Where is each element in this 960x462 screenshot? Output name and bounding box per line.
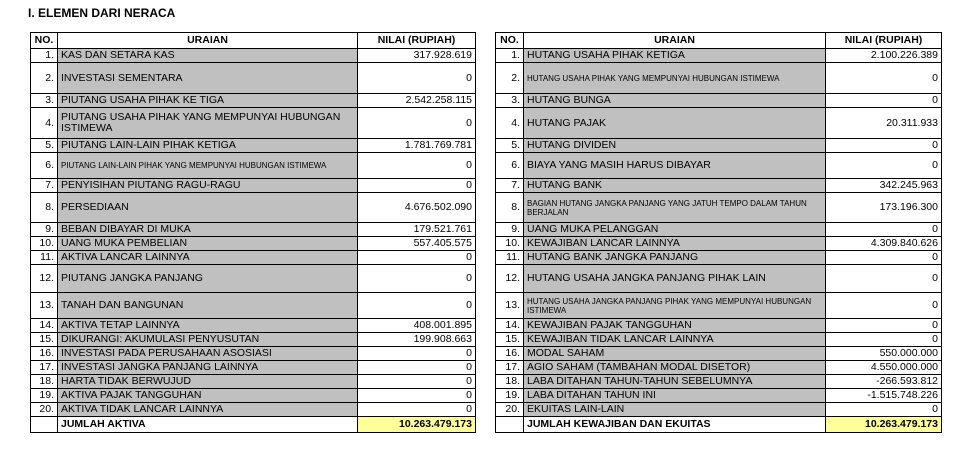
row-value: 317.928.619 — [358, 49, 476, 63]
header-no: NO. — [496, 33, 524, 49]
table-row — [496, 333, 942, 347]
header-no: NO. — [31, 33, 58, 49]
table-row — [496, 108, 942, 139]
total-value: 10.263.479.173 — [358, 417, 476, 433]
row-no: 6. — [31, 153, 58, 179]
row-no: 18. — [31, 375, 58, 389]
row-no: 13. — [31, 293, 58, 319]
row-value: 0 — [358, 389, 476, 403]
row-label: PIUTANG LAIN-LAIN PIHAK YANG MEMPUNYAI HUBUNGAN ISTIMEWA — [58, 153, 358, 179]
row-value: 0 — [358, 403, 476, 417]
table-row — [496, 361, 942, 375]
row-label: INVESTASI SEMENTARA — [58, 63, 358, 94]
row-no: 2. — [31, 63, 58, 94]
row-value: 0 — [826, 265, 942, 293]
row-value: 0 — [826, 403, 942, 417]
table-row — [496, 153, 942, 179]
table-row — [496, 223, 942, 237]
table-row — [31, 139, 476, 153]
total-no-cell — [31, 417, 58, 433]
row-label: UANG MUKA PELANGGAN — [524, 223, 826, 237]
row-label: AKTIVA PAJAK TANGGUHAN — [58, 389, 358, 403]
row-no: 8. — [496, 193, 524, 223]
row-no: 12. — [31, 265, 58, 293]
row-value: 4.550.000.000 — [826, 361, 942, 375]
row-no: 15. — [496, 333, 524, 347]
row-label: HARTA TIDAK BERWUJUD — [58, 375, 358, 389]
table-row — [31, 237, 476, 251]
row-value: 0 — [826, 293, 942, 319]
row-value: 557.405.575 — [358, 237, 476, 251]
row-label: BAGIAN HUTANG JANGKA PANJANG YANG JATUH TEMPO DALAM TAHUN BERJALAN — [524, 193, 826, 223]
row-label: HUTANG USAHA PIHAK KETIGA — [524, 49, 826, 63]
row-label: HUTANG PAJAK — [524, 108, 826, 139]
row-no: 3. — [496, 94, 524, 108]
table-row — [31, 223, 476, 237]
row-no: 20. — [31, 403, 58, 417]
total-label: JUMLAH AKTIVA — [58, 417, 358, 433]
table-row — [31, 361, 476, 375]
table-row — [496, 251, 942, 265]
row-label: BEBAN DIBAYAR DI MUKA — [58, 223, 358, 237]
liabilities-header-row — [496, 33, 942, 49]
row-value: 408.001.895 — [358, 319, 476, 333]
row-no: 9. — [496, 223, 524, 237]
row-value: 342.245.963 — [826, 179, 942, 193]
header-uraian: URAIAN — [524, 33, 826, 49]
row-no: 7. — [496, 179, 524, 193]
row-no: 13. — [496, 293, 524, 319]
table-row — [31, 319, 476, 333]
liabilities-table — [495, 32, 942, 433]
table-row — [31, 49, 476, 63]
row-value: 2.542.258.115 — [358, 94, 476, 108]
row-value: -1.515.748.226 — [826, 389, 942, 403]
row-no: 10. — [31, 237, 58, 251]
section-title: I. ELEMEN DARI NERACA — [28, 6, 176, 20]
table-row — [496, 265, 942, 293]
row-label: MODAL SAHAM — [524, 347, 826, 361]
table-row — [31, 94, 476, 108]
row-no: 20. — [496, 403, 524, 417]
table-row — [31, 193, 476, 223]
table-row — [496, 347, 942, 361]
table-row — [496, 193, 942, 223]
header-uraian: URAIAN — [58, 33, 358, 49]
row-label: PIUTANG USAHA PIHAK KE TIGA — [58, 94, 358, 108]
row-no: 11. — [496, 251, 524, 265]
row-no: 16. — [31, 347, 58, 361]
table-row — [31, 265, 476, 293]
row-label: PENYISIHAN PIUTANG RAGU-RAGU — [58, 179, 358, 193]
header-nilai: NILAI (RUPIAH) — [826, 33, 942, 49]
row-label: INVESTASI JANGKA PANJANG LAINNYA — [58, 361, 358, 375]
total-value: 10.263.479.173 — [826, 417, 942, 433]
table-row — [31, 375, 476, 389]
row-no: 4. — [31, 108, 58, 139]
table-row — [31, 153, 476, 179]
row-label: TANAH DAN BANGUNAN — [58, 293, 358, 319]
row-value: 0 — [826, 153, 942, 179]
table-row — [31, 251, 476, 265]
liabilities-body — [496, 49, 942, 433]
row-value: 0 — [358, 375, 476, 389]
row-label: AKTIVA LANCAR LAINNYA — [58, 251, 358, 265]
row-label: INVESTASI PADA PERUSAHAAN ASOSIASI — [58, 347, 358, 361]
header-nilai: NILAI (RUPIAH) — [358, 33, 476, 49]
row-value: 0 — [358, 265, 476, 293]
table-row — [31, 333, 476, 347]
row-no: 15. — [31, 333, 58, 347]
table-row — [496, 139, 942, 153]
row-value: 20.311.933 — [826, 108, 942, 139]
row-value: 4.676.502.090 — [358, 193, 476, 223]
row-no: 12. — [496, 265, 524, 293]
row-label: AKTIVA TETAP LAINNYA — [58, 319, 358, 333]
row-label: EKUITAS LAIN-LAIN — [524, 403, 826, 417]
row-value: 0 — [826, 251, 942, 265]
table-row — [31, 293, 476, 319]
row-no: 14. — [31, 319, 58, 333]
row-label: KEWAJIBAN TIDAK LANCAR LAINNYA — [524, 333, 826, 347]
row-value: 0 — [826, 139, 942, 153]
row-value: 173.196.300 — [826, 193, 942, 223]
row-no: 14. — [496, 319, 524, 333]
row-label: KAS DAN SETARA KAS — [58, 49, 358, 63]
table-row — [31, 179, 476, 193]
table-row — [496, 375, 942, 389]
row-no: 19. — [31, 389, 58, 403]
row-no: 5. — [496, 139, 524, 153]
row-value: 0 — [358, 361, 476, 375]
row-no: 6. — [496, 153, 524, 179]
table-row — [31, 389, 476, 403]
row-value: -266.593.812 — [826, 375, 942, 389]
table-row — [496, 237, 942, 251]
row-label: HUTANG BUNGA — [524, 94, 826, 108]
row-value: 0 — [358, 179, 476, 193]
table-row — [496, 389, 942, 403]
row-label: HUTANG USAHA JANGKA PANJANG PIHAK LAIN — [524, 265, 826, 293]
total-no-cell — [496, 417, 524, 433]
row-label: PIUTANG USAHA PIHAK YANG MEMPUNYAI HUBUNGAN ISTIMEWA — [58, 108, 358, 139]
row-label: HUTANG USAHA PIHAK YANG MEMPUNYAI HUBUNGAN ISTIMEWA — [524, 63, 826, 94]
row-label: PERSEDIAAN — [58, 193, 358, 223]
row-label: AGIO SAHAM (TAMBAHAN MODAL DISETOR) — [524, 361, 826, 375]
table-row — [496, 403, 942, 417]
table-row — [496, 94, 942, 108]
row-label: KEWAJIBAN LANCAR LAINNYA — [524, 237, 826, 251]
row-label: LABA DITAHAN TAHUN-TAHUN SEBELUMNYA — [524, 375, 826, 389]
row-label: LABA DITAHAN TAHUN INI — [524, 389, 826, 403]
row-no: 19. — [496, 389, 524, 403]
table-row — [31, 403, 476, 417]
row-no: 16. — [496, 347, 524, 361]
row-no: 17. — [31, 361, 58, 375]
row-value: 0 — [826, 223, 942, 237]
row-label: UANG MUKA PEMBELIAN — [58, 237, 358, 251]
row-no: 9. — [31, 223, 58, 237]
liabilities-total-row — [496, 417, 942, 433]
row-no: 1. — [496, 49, 524, 63]
total-label: JUMLAH KEWAJIBAN DAN EKUITAS — [524, 417, 826, 433]
row-label: HUTANG DIVIDEN — [524, 139, 826, 153]
row-value: 0 — [826, 94, 942, 108]
table-row — [31, 347, 476, 361]
row-no: 1. — [31, 49, 58, 63]
row-no: 18. — [496, 375, 524, 389]
row-no: 7. — [31, 179, 58, 193]
row-value: 2.100.226.389 — [826, 49, 942, 63]
table-row — [496, 319, 942, 333]
table-row — [496, 293, 942, 319]
table-row — [496, 49, 942, 63]
assets-body — [31, 49, 476, 433]
row-label: KEWAJIBAN PAJAK TANGGUHAN — [524, 319, 826, 333]
row-label: HUTANG BANK JANGKA PANJANG — [524, 251, 826, 265]
row-label: PIUTANG JANGKA PANJANG — [58, 265, 358, 293]
row-no: 17. — [496, 361, 524, 375]
table-row — [31, 108, 476, 139]
row-value: 199.908.663 — [358, 333, 476, 347]
row-value: 0 — [826, 63, 942, 94]
row-no: 10. — [496, 237, 524, 251]
row-value: 179.521.761 — [358, 223, 476, 237]
row-value: 0 — [826, 319, 942, 333]
assets-header-row — [31, 33, 476, 49]
row-value: 0 — [358, 293, 476, 319]
row-label: PIUTANG LAIN-LAIN PIHAK KETIGA — [58, 139, 358, 153]
row-value: 1.781.769.781 — [358, 139, 476, 153]
row-label: HUTANG BANK — [524, 179, 826, 193]
row-value: 0 — [358, 347, 476, 361]
table-row — [496, 63, 942, 94]
row-value: 0 — [358, 251, 476, 265]
row-value: 0 — [358, 153, 476, 179]
row-label: HUTANG USAHA JANGKA PANJANG PIHAK YANG MEMPUNYAI HUBUNGAN ISTIMEWA — [524, 293, 826, 319]
table-row — [496, 179, 942, 193]
row-no: 3. — [31, 94, 58, 108]
row-no: 4. — [496, 108, 524, 139]
row-value: 0 — [826, 333, 942, 347]
row-value: 550.000.000 — [826, 347, 942, 361]
row-value: 0 — [358, 63, 476, 94]
row-no: 5. — [31, 139, 58, 153]
row-no: 2. — [496, 63, 524, 94]
row-value: 0 — [358, 108, 476, 139]
row-value: 4.309.840.626 — [826, 237, 942, 251]
row-label: AKTIVA TIDAK LANCAR LAINNYA — [58, 403, 358, 417]
row-label: BIAYA YANG MASIH HARUS DIBAYAR — [524, 153, 826, 179]
row-label: DIKURANGI: AKUMULASI PENYUSUTAN — [58, 333, 358, 347]
assets-table — [30, 32, 476, 433]
row-no: 11. — [31, 251, 58, 265]
row-no: 8. — [31, 193, 58, 223]
assets-total-row — [31, 417, 476, 433]
table-row — [31, 63, 476, 94]
